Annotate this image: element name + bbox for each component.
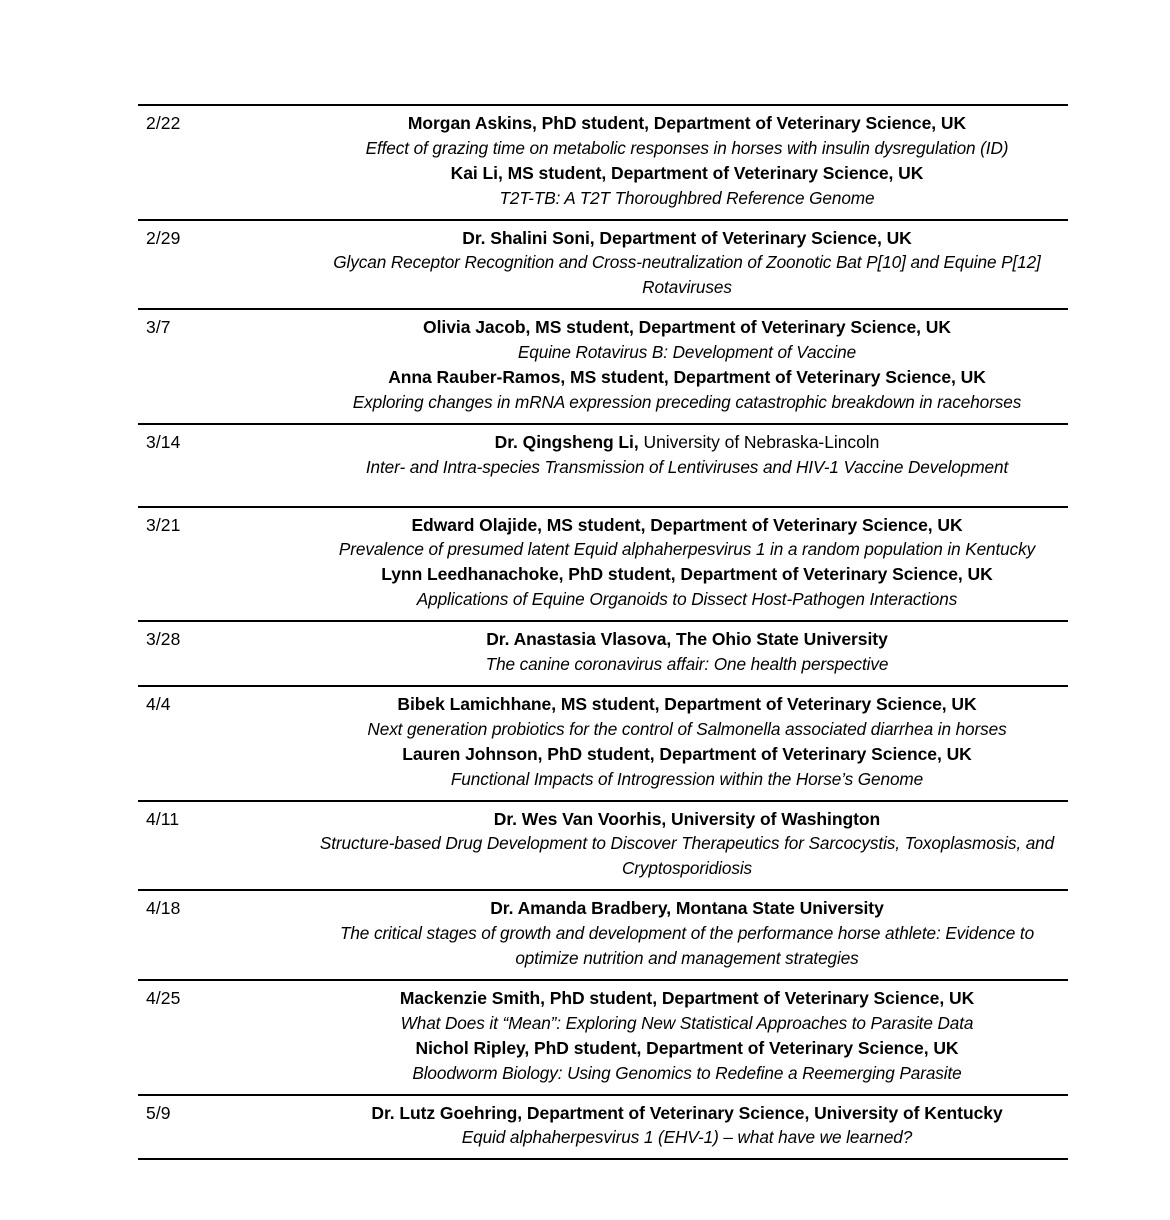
table-row xyxy=(138,1095,1068,1160)
speaker-line xyxy=(310,627,1064,652)
speaker-name-affiliation: Dr. Qingsheng Li, xyxy=(494,431,639,452)
seminar-entry xyxy=(310,627,1064,677)
schedule-entries-cell xyxy=(306,890,1068,980)
seminar-entry xyxy=(310,896,1064,971)
speaker-line xyxy=(310,430,1064,455)
speaker-name-affiliation: Mackenzie Smith, PhD student, Department of Veterinary Science, UK xyxy=(399,987,975,1008)
talk-title: T2T-TB: A T2T Thoroughbred Reference Genome xyxy=(499,187,875,208)
table-row xyxy=(138,980,1068,1095)
schedule-date-cell: 3/21 xyxy=(146,514,181,535)
speaker-line xyxy=(310,807,1064,832)
seminar-entry xyxy=(310,315,1064,365)
table-row xyxy=(138,309,1068,424)
seminar-entry xyxy=(310,111,1064,161)
schedule-date-cell: 5/9 xyxy=(146,1102,171,1123)
speaker-name-affiliation: Dr. Shalini Soni, Department of Veterinary Science, UK xyxy=(462,227,912,248)
speaker-name-affiliation: Dr. Wes Van Voorhis, University of Washington xyxy=(493,808,881,829)
seminar-entry xyxy=(310,1101,1064,1151)
table-row xyxy=(138,801,1068,891)
seminar-entry xyxy=(310,1036,1064,1086)
speaker-name-affiliation: Lauren Johnson, PhD student, Department of Veterinary Science, UK xyxy=(402,743,972,764)
speaker-line xyxy=(310,742,1064,767)
schedule-entries-cell xyxy=(306,621,1068,686)
speaker-name-affiliation: Nichol Ripley, PhD student, Department of Veterinary Science, UK xyxy=(415,1037,959,1058)
seminar-entry xyxy=(310,742,1064,792)
speaker-line xyxy=(310,1036,1064,1061)
talk-title: The critical stages of growth and development of the performance horse athlete: Evidence to optimize nutrition and management strategies xyxy=(339,923,1035,969)
table-row xyxy=(138,621,1068,686)
speaker-name-affiliation: Dr. Lutz Goehring, Department of Veterinary Science, University of Kentucky xyxy=(371,1102,1003,1123)
schedule-entries-cell xyxy=(306,1095,1068,1160)
seminar-entry xyxy=(310,807,1064,882)
schedule-date-cell: 2/29 xyxy=(146,227,181,248)
schedule-date-cell: 4/4 xyxy=(146,693,171,714)
talk-title: Structure-based Drug Development to Discover Therapeutics for Sarcocystis, Toxoplasmosis, and Cryptosporidiosis xyxy=(319,833,1055,879)
seminar-entry xyxy=(310,692,1064,742)
talk-title: Next generation probiotics for the control of Salmonella associated diarrhea in horses xyxy=(367,718,1007,739)
seminar-entry xyxy=(310,430,1064,480)
talk-title: Effect of grazing time on metabolic responses in horses with insulin dysregulation (ID) xyxy=(365,137,1009,158)
speaker-line xyxy=(310,513,1064,538)
seminar-entry xyxy=(310,226,1064,301)
speaker-name-affiliation: Dr. Anastasia Vlasova, The Ohio State University xyxy=(486,629,888,650)
schedule-entries-cell xyxy=(306,507,1068,622)
speaker-line xyxy=(310,315,1064,340)
seminar-entry xyxy=(310,562,1064,612)
speaker-line xyxy=(310,161,1064,186)
schedule-date-cell: 3/28 xyxy=(146,629,181,650)
speaker-name-affiliation: Kai Li, MS student, Department of Veterinary Science, UK xyxy=(450,162,924,183)
seminar-schedule-table xyxy=(138,104,1068,1160)
schedule-entries-cell xyxy=(306,424,1068,507)
speaker-name-affiliation: Anna Rauber-Ramos, MS student, Department of Veterinary Science, UK xyxy=(388,367,986,388)
talk-title: Glycan Receptor Recognition and Cross-neutralization of Zoonotic Bat P[10] and Equine P[12] Rotaviruses xyxy=(333,252,1041,298)
speaker-name-affiliation: Bibek Lamichhane, MS student, Department of Veterinary Science, UK xyxy=(397,693,977,714)
talk-title: The canine coronavirus affair: One health perspective xyxy=(485,654,889,675)
schedule-date-cell: 4/25 xyxy=(146,987,181,1008)
table-row xyxy=(138,220,1068,310)
schedule-entries-cell xyxy=(306,801,1068,891)
schedule-date-cell: 3/7 xyxy=(146,317,171,338)
schedule-date-cell: 4/11 xyxy=(146,808,180,829)
schedule-date-cell: 3/14 xyxy=(146,431,181,452)
talk-title: Equine Rotavirus B: Development of Vaccine xyxy=(517,342,857,363)
talk-title: Prevalence of presumed latent Equid alphaherpesvirus 1 in a random population in Kentucky xyxy=(338,539,1036,560)
speaker-line xyxy=(310,986,1064,1011)
talk-title: Functional Impacts of Introgression within the Horse’s Genome xyxy=(450,768,924,789)
speaker-affiliation-plain: University of Nebraska-Lincoln xyxy=(638,431,880,452)
seminar-entry xyxy=(310,986,1064,1036)
talk-title: Equid alphaherpesvirus 1 (EHV-1) – what have we learned? xyxy=(461,1127,913,1148)
speaker-name-affiliation: Edward Olajide, MS student, Department of Veterinary Science, UK xyxy=(411,514,963,535)
table-row xyxy=(138,890,1068,980)
seminar-entry xyxy=(310,365,1064,415)
speaker-name-affiliation: Dr. Amanda Bradbery, Montana State University xyxy=(490,898,884,919)
talk-title: What Does it “Mean”: Exploring New Statistical Approaches to Parasite Data xyxy=(400,1012,974,1033)
table-row xyxy=(138,424,1068,507)
talk-title: Inter- and Intra-species Transmission of Lentiviruses and HIV-1 Vaccine Development xyxy=(365,456,1009,477)
speaker-name-affiliation: Morgan Askins, PhD student, Department of Veterinary Science, UK xyxy=(407,113,967,133)
speaker-line xyxy=(310,1101,1064,1126)
speaker-name-affiliation: Olivia Jacob, MS student, Department of Veterinary Science, UK xyxy=(423,317,951,338)
schedule-date-cell: 4/18 xyxy=(146,898,181,919)
schedule-entries-cell xyxy=(306,686,1068,801)
speaker-line xyxy=(310,226,1064,251)
speaker-line xyxy=(310,896,1064,921)
speaker-line xyxy=(310,365,1064,390)
schedule-table-body xyxy=(138,105,1068,1159)
schedule-entries-cell xyxy=(306,309,1068,424)
speaker-line xyxy=(310,111,1064,136)
talk-title: Exploring changes in mRNA expression preceding catastrophic breakdown in racehorses xyxy=(352,391,1022,412)
speaker-line xyxy=(310,562,1064,587)
schedule-entries-cell xyxy=(306,220,1068,310)
table-row xyxy=(138,507,1068,622)
seminar-entry xyxy=(310,513,1064,563)
table-row xyxy=(138,686,1068,801)
talk-title: Applications of Equine Organoids to Dissect Host-Pathogen Interactions xyxy=(416,589,958,610)
speaker-line xyxy=(310,692,1064,717)
seminar-entry xyxy=(310,161,1064,211)
schedule-entries-cell xyxy=(306,105,1068,220)
schedule-date-cell: 2/22 xyxy=(146,113,181,133)
table-row xyxy=(138,105,1068,220)
talk-title: Bloodworm Biology: Using Genomics to Redefine a Reemerging Parasite xyxy=(412,1062,962,1083)
speaker-name-affiliation: Lynn Leedhanachoke, PhD student, Department of Veterinary Science, UK xyxy=(381,564,993,585)
schedule-entries-cell xyxy=(306,980,1068,1095)
